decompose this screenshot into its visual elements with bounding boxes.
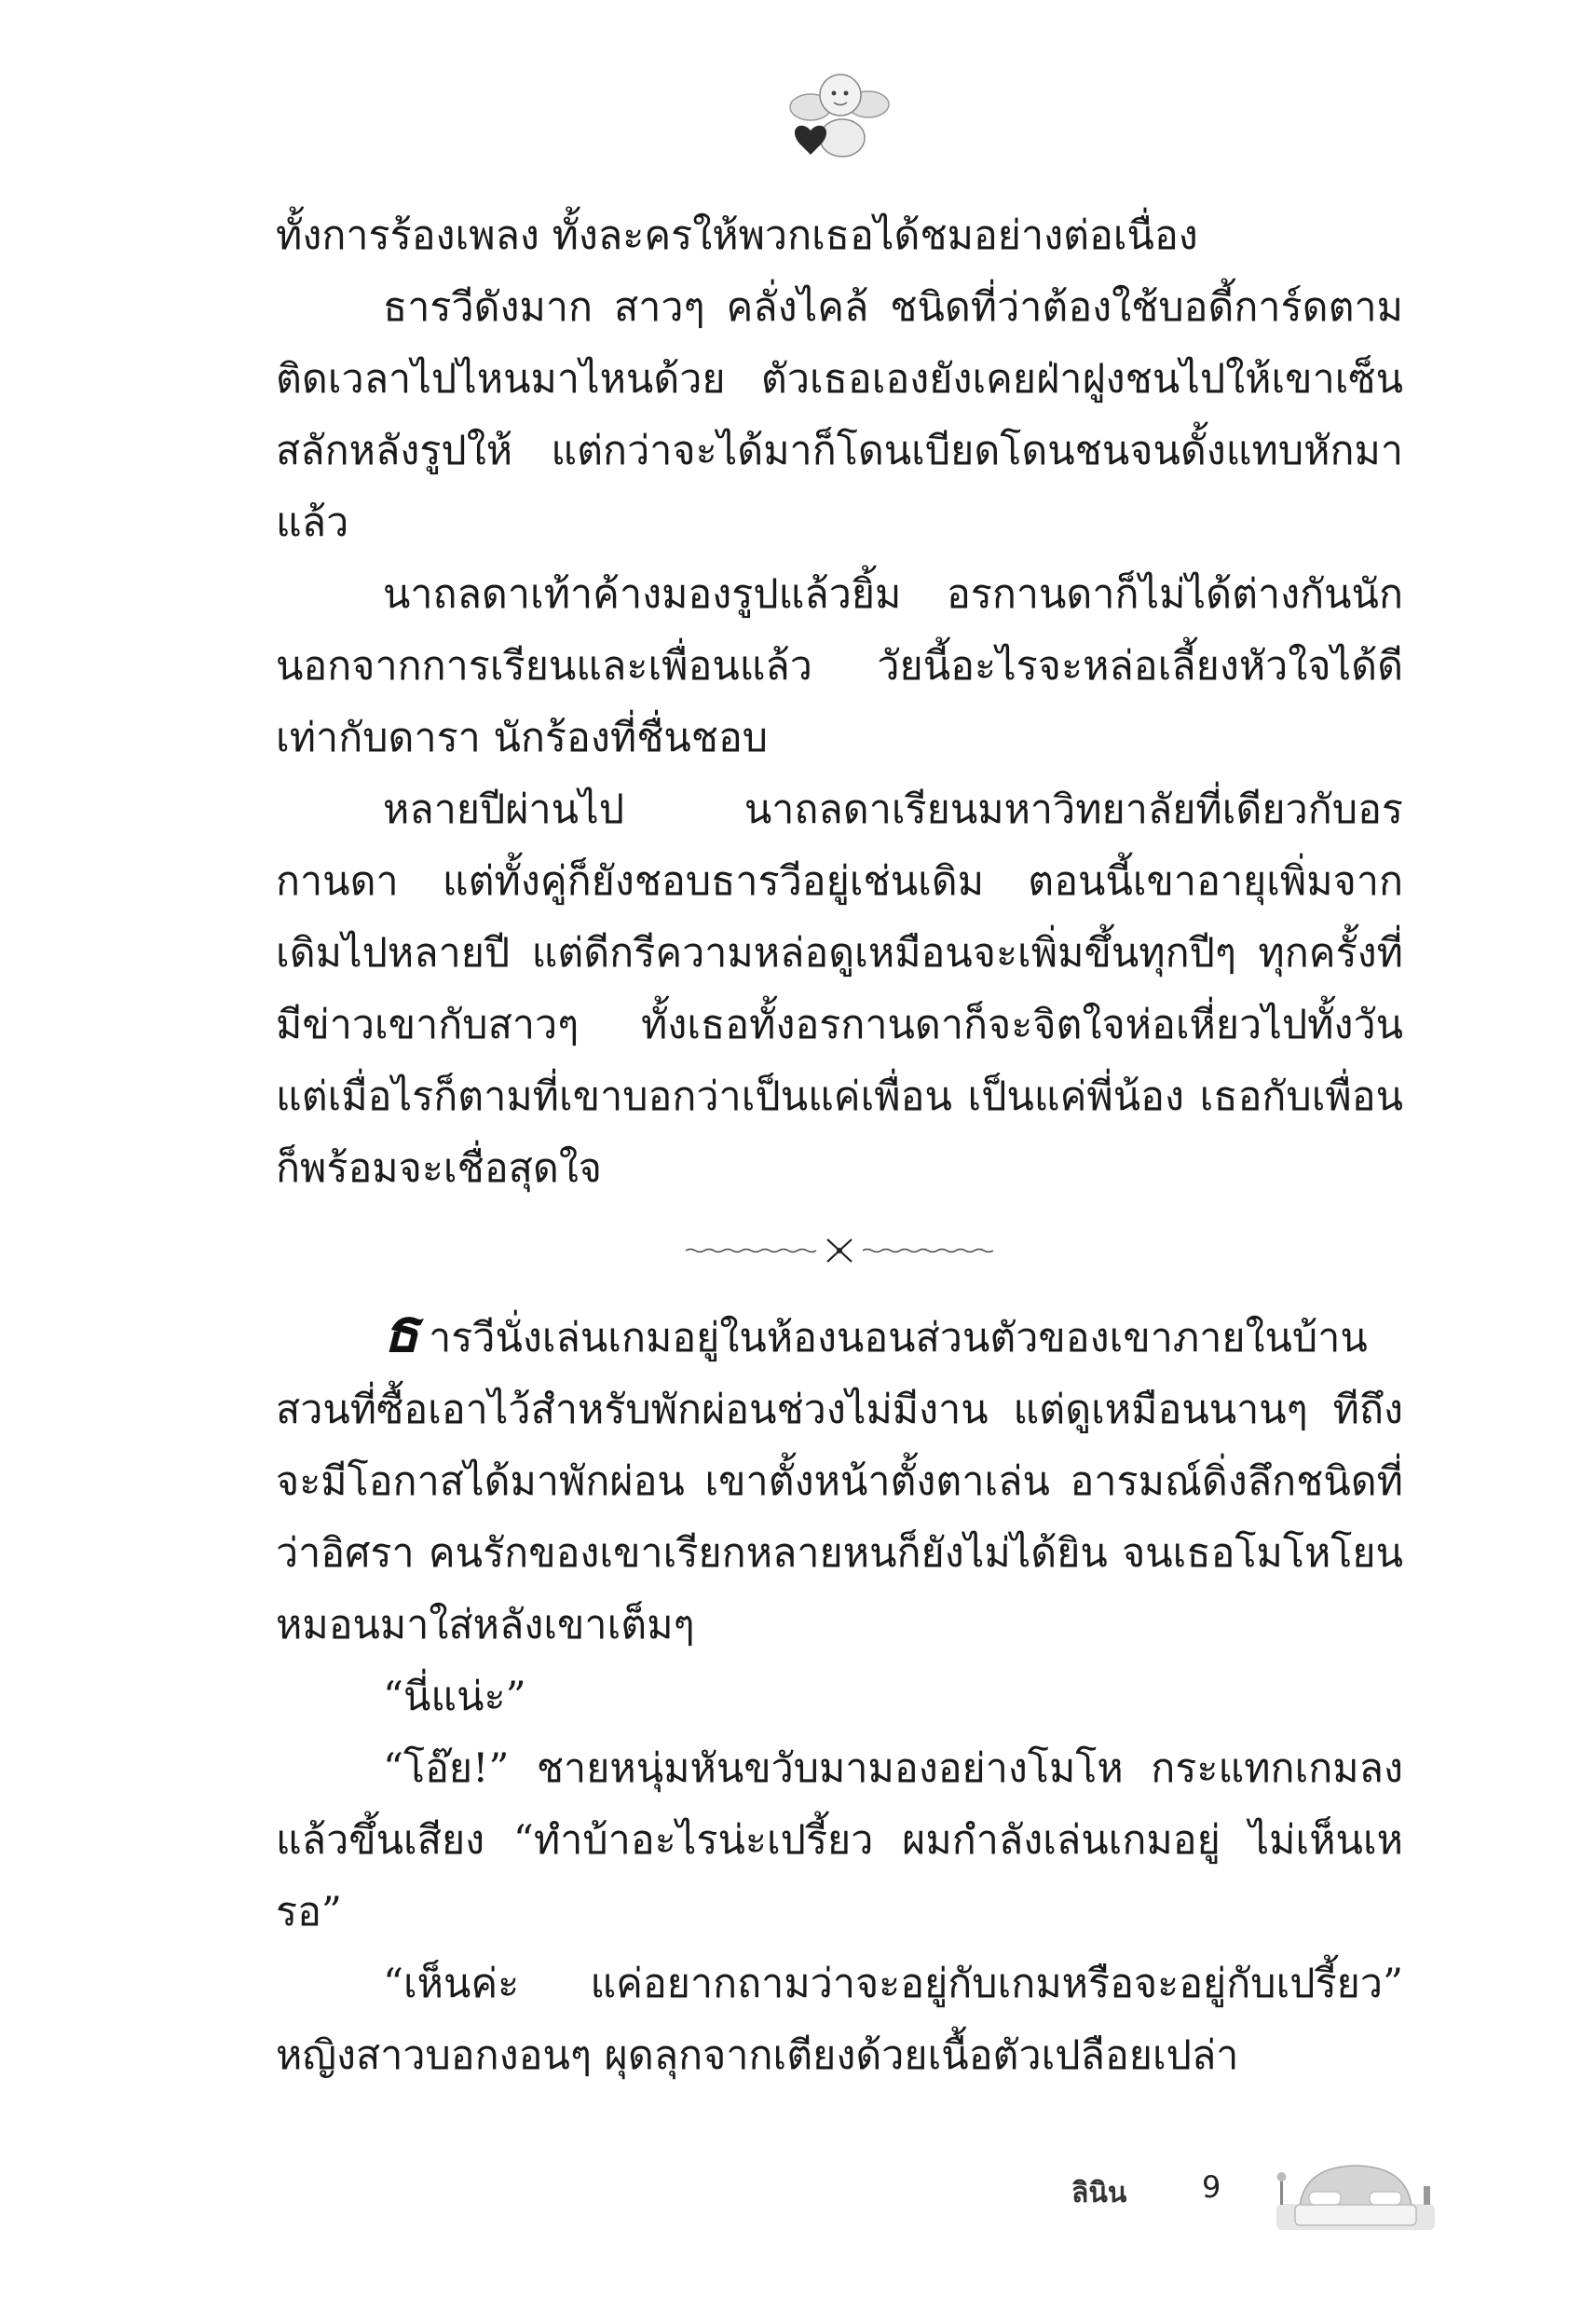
opening-paragraph [276,1297,1403,1661]
crossed-swords-divider-icon [686,1237,993,1265]
dialog-line: “นี่แน่ะ” [383,1674,526,1720]
dialog-line: “เห็นค่ะ แค่อยากถามว่าจะอยู่กับเกมหรือจะอยู่กับเปรี้ยว” หญิงสาวบอกงอนๆ ผุดลุกจากเตียงด้วยเนื้อตัวเปลือยเปล่า [276,1961,1403,2079]
paragraph: นาถลดาเท้าค้างมองรูปแล้วยิ้ม อรกานดาก็ไม่ได้ต่างกันนัก นอกจากการเรียนและเพื่อนแล้ว วัยนี้อะไรจะหล่อเลี้ยงหัวใจได้ดีเท่ากับดารา นักร้องที่ชื่นชอบ [276,571,1403,761]
paragraph: ธารวีดังมาก สาวๆ คลั่งไคล้ ชนิดที่ว่าต้องใช้บอดี้การ์ดตามติดเวลาไปไหนมาไหนด้วย ตัวเธอเองยังเคยฝ่าฝูงชนไปให้เขาเซ็นสลักหลังรูปให้ แต่กว่าจะได้มาก็โดนเบียดโดนชนจนดั้งแทบหักมาแล้ว [276,284,1403,546]
paragraph: ทั้งการร้องเพลง ทั้งละครให้พวกเธอได้ชมอย่างต่อเนื่อง [276,212,1198,259]
page-footer [0,2153,1596,2255]
dialog-line: “โอ๊ย!” ชายหนุ่มหันขวับมามองอย่างโมโห กระแทกเกมลงแล้วขึ้นเสียง “ทำบ้าอะไรน่ะเปรี้ยว ผมกำลังเล่นเกมอยู่ ไม่เห็นเหรอ” [276,1745,1403,1935]
cupid-ornament-icon [783,65,894,168]
page-number: 9 [1202,2169,1221,2205]
bed-icon [1276,2153,1435,2245]
paragraph: หลายปีผ่านไป นาถลดาเรียนมหาวิทยาลัยที่เดียวกับอรกานดา แต่ทั้งคู่ก็ยังชอบธารวีอยู่เช่นเดิม ตอนนี้เขาอายุเพิ่มจากเดิมไปหลายปี แต่ดีกรีความหล่อดูเหมือนจะเพิ่มขึ้นทุกปีๆ ทุกครั้งที่มีข่าวเขากับสาวๆ ทั้งเธอทั้งอรกานดาก็จะจิตใจห่อเหี่ยวไปทั้งวัน แต่เมื่อไรก็ตามที่เขาบอกว่าเป็นแค่เพื่อน เป็นแค่พี่น้อง เธอกับเพื่อนก็พร้อมจะเชื่อสุดใจ [276,786,1403,1192]
section-divider [276,1205,1403,1303]
opening-text: ารวีนั่งเล่นเกมอยู่ในห้องนอนส่วนตัวของเขาภายในบ้านสวนที่ซื้อเอาไว้สำหรับพักผ่อนช่วงไม่มีงาน แต่ดูเหมือนนานๆ ทีถึงจะมีโอกาสได้มาพักผ่อน เขาตั้งหน้าตั้งตาเล่น อารมณ์ดิ่งลึกชนิดที่ว่าอิศรา คนรักของเขาเรียกหลายหนก็ยังไม่ได้ยิน จนเธอโมโหโยนหมอนมาใส่หลังเขาเต็มๆ [276,1315,1403,1648]
body-text [276,200,1403,2092]
book-title: ลินิน [1071,2177,1127,2209]
drop-cap: ธ [383,1297,420,1366]
